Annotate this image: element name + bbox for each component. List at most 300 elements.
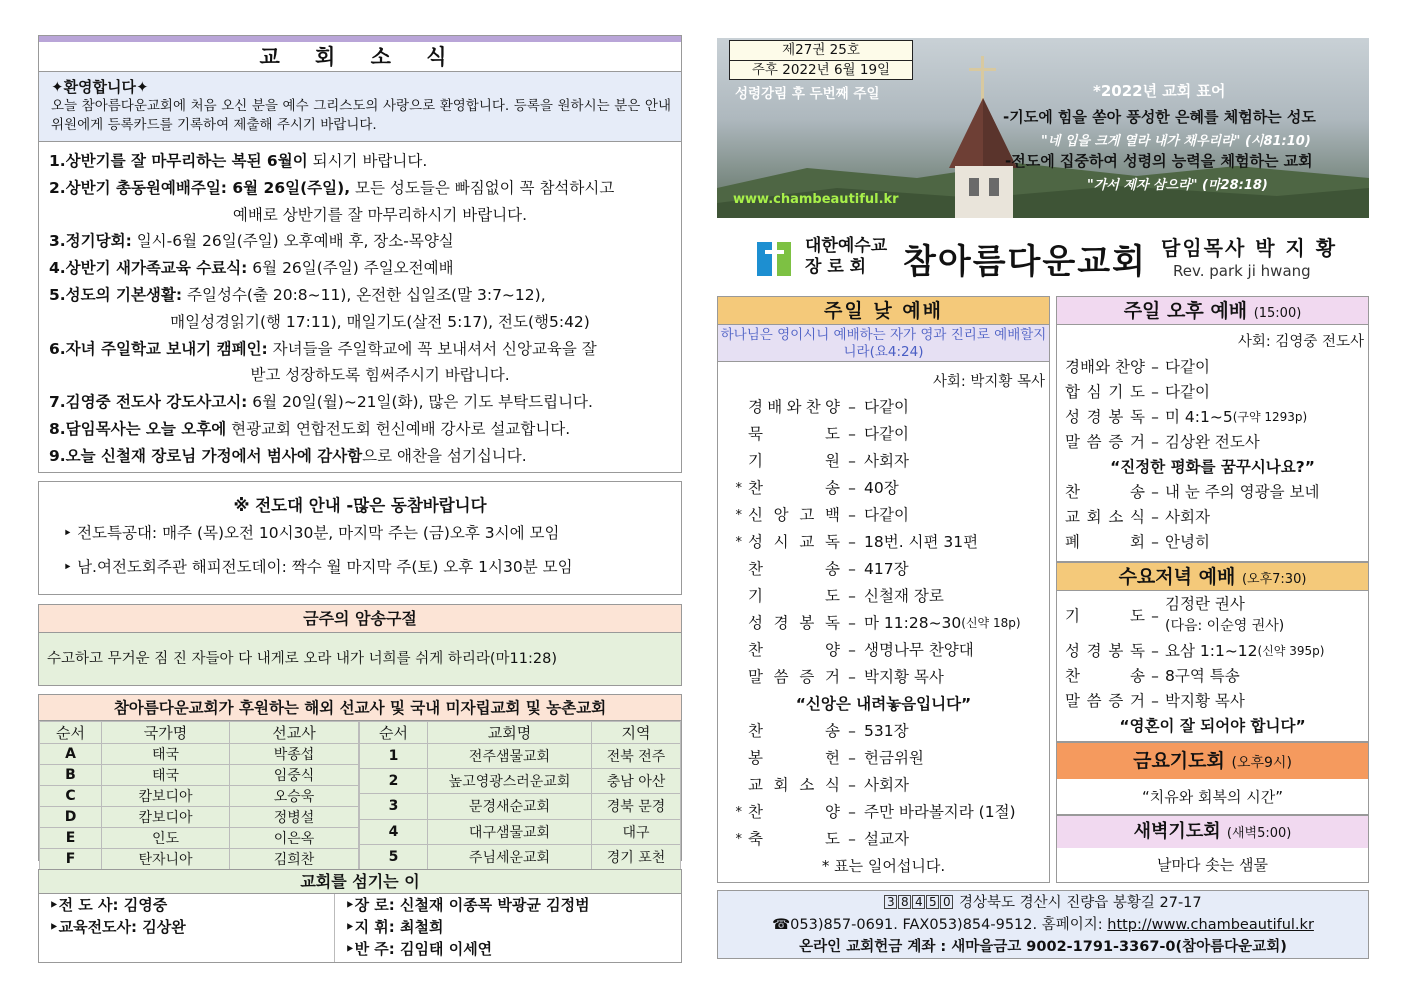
order-label-char: 교: [799, 533, 815, 551]
order-label-char: 시: [773, 533, 789, 551]
liturgical-day: 성령강림 후 두번째 주일: [735, 86, 880, 102]
stand-marker: [718, 718, 748, 745]
order-label: [748, 448, 840, 475]
table-cell: 김희찬: [230, 849, 359, 870]
memory-verse: 수고하고 무거운 짐 진 자들아 다 내게로 오라 내가 너희를 쉬게 하리라(마11:28): [39, 633, 681, 685]
order-value: 마 11:28~30: [864, 614, 962, 632]
friday-time: (오후9시): [1231, 755, 1292, 771]
order-item: [718, 502, 1049, 529]
order-separator: –: [1151, 508, 1159, 526]
morning-order: [718, 718, 1049, 853]
order-separator: –: [1151, 433, 1159, 451]
morning-host: 사회: 박지황 목사: [932, 374, 1045, 390]
table-cell: 박종섭: [230, 744, 359, 765]
table-cell: 대구: [592, 819, 681, 844]
account-line: 온라인 교회헌금 계좌 : 새마을금고 9002-1791-3367-0(참아름다운교회): [799, 939, 1287, 955]
table-row: [360, 819, 681, 844]
wednesday-sermon-title: “영혼이 잘 되어야 합니다”: [1119, 717, 1306, 735]
table-cell: 경기 포천: [592, 844, 681, 869]
order-label-char: 말: [748, 668, 763, 686]
table-cell: B: [40, 765, 102, 786]
memory-verse-section: [38, 604, 682, 686]
table-cell: 문경새순교회: [428, 794, 592, 819]
morning-order: [718, 394, 1049, 691]
order-label-char: 독: [825, 614, 840, 632]
servant-item: ‣지 휘: 최철희: [345, 918, 444, 936]
order-label-char: 증: [799, 668, 815, 686]
table-row: [40, 765, 359, 786]
order-label-char: 도: [825, 425, 840, 443]
order-separator: –: [848, 506, 856, 524]
order-label-char: 씀: [773, 668, 789, 686]
order-item: [718, 664, 1049, 691]
news-item: [49, 148, 671, 175]
table-header: 순서: [360, 722, 428, 744]
order-value: 안녕히: [1165, 533, 1210, 551]
motto-verse: "가서 제자 삼으라" (마28:18): [1087, 178, 1268, 193]
welcome-title: ✦환영합니다✦: [51, 78, 149, 96]
order-separator: –: [848, 587, 856, 605]
order-label: 기 도: [1065, 607, 1145, 625]
motto-line: -전도에 집중하여 성령의 능력을 체험하는 교회: [1005, 152, 1313, 170]
news-item-text: 자녀들을 주일학교에 꼭 보내셔서 신앙교육을 잘: [267, 339, 597, 358]
order-label: [748, 529, 840, 556]
order-label-char: 소: [1108, 508, 1124, 526]
stand-marker: [718, 772, 748, 799]
order-label: [1065, 639, 1145, 664]
order-separator: –: [848, 776, 856, 794]
table-cell: 정병설: [230, 807, 359, 828]
table-cell: F: [40, 849, 102, 870]
order-separator: –: [1151, 692, 1159, 710]
news-item: [49, 282, 671, 336]
table-cell: 대구샘물교회: [428, 819, 592, 844]
table-cell: 임중식: [230, 765, 359, 786]
order-item: [718, 799, 1049, 826]
order-value: 8구역 특송: [1165, 667, 1240, 685]
order-label-char: 찬: [1065, 483, 1080, 501]
table-cell: 충남 아산: [592, 769, 681, 794]
order-label: [748, 799, 840, 826]
stand-marker: [718, 394, 748, 421]
news-item: [49, 255, 671, 282]
order-value: 박지황 목사: [1165, 692, 1245, 710]
afternoon-order: [1057, 480, 1368, 555]
order-separator: –: [848, 560, 856, 578]
order-separator: –: [848, 722, 856, 740]
order-label: [748, 475, 840, 502]
order-value: 설교자: [864, 830, 909, 848]
pastor-name: 담임목사 박 지 황: [1161, 236, 1338, 260]
order-value: 다같이: [1165, 358, 1210, 376]
morning-title: 주일 낮 예배: [718, 297, 1049, 325]
order-label-char: 송: [825, 479, 840, 497]
order-label-char: 묵: [748, 425, 763, 443]
church-news-section: [38, 35, 682, 473]
table-cell: 캄보디아: [102, 807, 230, 828]
dawn-title-text: 새벽기도회: [1133, 821, 1221, 842]
church-table: [359, 721, 681, 870]
news-item-text: 으로 애찬을 섬기십니다.: [362, 446, 527, 465]
order-label-char: 경: [1086, 408, 1102, 426]
table-cell: 태국: [102, 744, 230, 765]
order-label-char: 찬: [748, 479, 763, 497]
sunday-morning-service: [717, 296, 1050, 883]
news-item-text: 일시-6월 26일(주일) 오후예배 후, 장소-목양실: [131, 232, 454, 251]
order-value: 내 눈 주의 영광을 보네: [1165, 483, 1320, 501]
order-label: [748, 556, 840, 583]
order-value: 사회자: [864, 452, 909, 470]
servants-right: [335, 894, 590, 962]
news-item-bold: 2.상반기 총동원예배주일: 6월 26일(주일),: [49, 178, 351, 197]
table-row: [40, 807, 359, 828]
order-label-char: 앙: [773, 506, 789, 524]
order-label-char: 씀: [1086, 692, 1102, 710]
church-name: 참아름다운교회: [903, 242, 1147, 282]
order-item: [1057, 689, 1368, 714]
order-reference: (신약 395p): [1257, 644, 1325, 658]
stand-marker: *: [735, 535, 742, 550]
order-separator: –: [848, 479, 856, 497]
order-item: [718, 421, 1049, 448]
church-identity: [717, 226, 1369, 288]
order-item: [1057, 505, 1368, 530]
table-cell: C: [40, 786, 102, 807]
news-item-text: 현광교회 연합전도회 헌신예배 강사로 설교합니다.: [226, 419, 571, 438]
order-label-char: 기: [748, 452, 763, 470]
news-item-text: 주일성수(출 20:8~11), 온전한 십일조(말 3:7~12),: [182, 285, 546, 304]
news-item-continued: 예배로 상반기를 잘 마무리하시기 바랍니다.: [232, 205, 528, 224]
order-label-char: 회: [1130, 533, 1145, 551]
issue-box: [729, 40, 913, 80]
wednesday-title-text: 수요저녁 예배: [1118, 566, 1236, 588]
zip-code: [884, 895, 954, 911]
order-item: [718, 826, 1049, 853]
order-label-char: 송: [825, 722, 840, 740]
order-value: 417장: [864, 560, 909, 578]
order-label-char: 증: [1108, 692, 1124, 710]
denomination: [805, 236, 891, 278]
news-item-bold: 8.담임목사는 오늘 오후에: [49, 419, 227, 438]
order-label: [1065, 505, 1145, 530]
order-label-char: 경: [773, 614, 789, 632]
evangelism-section: [38, 481, 682, 595]
order-label-char: 합: [1065, 383, 1080, 401]
order-label: [748, 610, 840, 637]
order-value: 주만 바라볼지라 (1절): [864, 803, 1016, 821]
order-value: 18번. 시편 31편: [864, 533, 979, 551]
stand-marker: [718, 421, 748, 448]
homepage-link[interactable]: http://www.chambeautiful.kr: [1107, 917, 1314, 933]
news-item-continued: 매일성경읽기(행 17:11), 매일기도(살전 5:17), 전도(행5:42): [170, 312, 590, 331]
order-separator: –: [848, 533, 856, 551]
order-value: 사회자: [864, 776, 909, 794]
order-separator: –: [848, 749, 856, 767]
order-label-char: 성: [748, 614, 763, 632]
order-item: [718, 772, 1049, 799]
order-label-char: 도: [825, 830, 840, 848]
afternoon-host: 사회: 김영중 전도사: [1237, 334, 1364, 350]
order-label-char: 찬: [1065, 667, 1080, 685]
servants-title: 교회를 섬기는 이: [39, 870, 681, 894]
order-label-char: 거: [1130, 433, 1145, 451]
table-cell: 전주샘물교회: [428, 744, 592, 769]
order-separator: –: [1151, 667, 1159, 685]
news-item-bold: 1.상반기를 잘 마무리하는 복된 6월이: [49, 152, 308, 170]
stand-marker: [718, 664, 748, 691]
order-separator: –: [848, 668, 856, 686]
order-label-char: 식: [1130, 508, 1145, 526]
order-value: 다같이: [864, 398, 909, 416]
order-label-char: 경: [1086, 642, 1102, 660]
issue-date: 주후 2022년 6월 19일: [730, 60, 912, 79]
order-label-char: 봉: [748, 749, 763, 767]
order-item: [1057, 480, 1368, 505]
table-cell: 경북 문경: [592, 794, 681, 819]
table-cell: 전북 전주: [592, 744, 681, 769]
table-cell: D: [40, 807, 102, 828]
news-item-continued: 받고 성장하도록 힘써주시기 바랍니다.: [250, 366, 510, 385]
table-row: [40, 744, 359, 765]
stand-marker: [718, 583, 748, 610]
order-item: [718, 529, 1049, 556]
order-label-char: 봉: [799, 614, 815, 632]
order-label: [748, 718, 840, 745]
order-label-char: 도: [825, 587, 840, 605]
table-row: [360, 794, 681, 819]
denomination-line: 대한예수교: [805, 236, 888, 256]
order-label: [748, 502, 840, 529]
order-label-char: 와: [786, 398, 802, 416]
phone-fax: ☎053)857-0691. FAX053)854-9512. 홈페이지:: [772, 917, 1108, 933]
order-separator: –: [848, 452, 856, 470]
order-item: [718, 394, 1049, 421]
servant-item: ‣교육전도사: 김상완: [49, 918, 186, 936]
news-item: [49, 416, 671, 443]
order-separator: –: [1151, 408, 1159, 426]
order-separator: –: [1151, 642, 1159, 660]
order-item: [1057, 380, 1368, 405]
order-label-char: 기: [1108, 383, 1124, 401]
welcome-body: 오늘 참아름다운교회에 처음 오신 분을 예수 그리스도의 사랑으로 환영합니다. 등록을 원하시는 분은 안내위원에게 등록카드를 기록하여 제출해 주시기 바랍니다.: [51, 98, 671, 133]
servant-item: ‣반 주: 김임태 이세연: [345, 940, 493, 958]
wednesday-title: [1057, 563, 1368, 591]
afternoon-title-text: 주일 오후 예배: [1123, 300, 1248, 322]
servant-item: ‣전 도 사: 김영중: [49, 896, 168, 914]
footer-contact: [717, 890, 1369, 959]
table-row: [40, 828, 359, 849]
address: 경상북도 경산시 진량읍 봉황길 27-17: [958, 895, 1202, 911]
zip-digit: 0: [940, 895, 953, 909]
order-separator: –: [848, 614, 856, 632]
order-item: [718, 556, 1049, 583]
table-row: [360, 769, 681, 794]
order-separator: –: [1151, 533, 1159, 551]
table-cell: 1: [360, 744, 428, 769]
banner-url: www.chambeautiful.kr: [733, 192, 899, 207]
order-value: 다같이: [1165, 383, 1210, 401]
news-item: [49, 228, 671, 255]
news-item-text: 6월 26일(주일) 주일오전예배: [247, 259, 454, 278]
news-item-bold: 6.자녀 주일학교 보내기 캠페인:: [49, 339, 268, 358]
order-label-char: 식: [825, 776, 840, 794]
order-item: [718, 583, 1049, 610]
order-label-char: 양: [825, 803, 840, 821]
stand-marker: [718, 556, 748, 583]
order-label-char: 말: [1065, 433, 1080, 451]
order-separator: –: [1151, 383, 1159, 401]
order-label: [1065, 380, 1145, 405]
order-label-char: 회: [773, 776, 789, 794]
order-label-part: 경배와: [1065, 358, 1110, 376]
order-label-char: 찬: [748, 803, 763, 821]
support-tables: [39, 721, 681, 870]
wednesday-order: [1057, 639, 1368, 714]
evangelism-line: ‣ 전도특공대: 매주 (목)오전 10시30분, 마지막 주는 (금)오후 3시에 모임: [63, 524, 560, 542]
dawn-theme: 날마다 솟는 샘물: [1157, 856, 1268, 874]
news-item: [49, 443, 671, 470]
order-value: 40장: [864, 479, 899, 497]
stand-marker: [718, 610, 748, 637]
order-value: 신철재 장로: [864, 587, 944, 605]
order-label: [1065, 664, 1145, 689]
friday-theme: “치유와 회복의 시간”: [1142, 788, 1283, 806]
order-label: [1065, 530, 1145, 555]
order-separator: –: [848, 398, 856, 416]
order-label: [748, 583, 840, 610]
order-label: [748, 421, 840, 448]
order-label: [1065, 430, 1145, 455]
dawn-prayer: [1056, 815, 1369, 883]
order-next: (다음: 이순영 권사): [1165, 618, 1285, 634]
order-label: [748, 637, 840, 664]
stand-marker: [718, 637, 748, 664]
order-label-char: 회: [1086, 508, 1102, 526]
order-item: [718, 475, 1049, 502]
table-cell: 주님세운교회: [428, 844, 592, 869]
zip-digit: 5: [926, 895, 939, 909]
order-value: 요삼 1:1~12: [1165, 642, 1258, 660]
table-header: 교회명: [428, 722, 592, 744]
order-label-char: 찬: [748, 722, 763, 740]
order-label-char: 찬: [748, 641, 763, 659]
order-value: 헌금위원: [864, 749, 924, 767]
table-cell: 오승욱: [230, 786, 359, 807]
order-item: [718, 637, 1049, 664]
support-title: 참아름다운교회가 후원하는 해외 선교사 및 국내 미자립교회 및 농촌교회: [39, 695, 681, 721]
table-cell: 4: [360, 819, 428, 844]
order-value: 다같이: [864, 425, 909, 443]
order-label: [1065, 405, 1145, 430]
order-label-char: 원: [825, 452, 840, 470]
order-label-char: 경: [748, 398, 763, 416]
table-cell: 인도: [102, 828, 230, 849]
table-cell: 2: [360, 769, 428, 794]
table-header: 지역: [592, 722, 681, 744]
news-item: [49, 389, 671, 416]
missionary-table: [39, 721, 359, 870]
order-label-char: 성: [1065, 408, 1080, 426]
stand-marker: *: [735, 805, 742, 820]
order-label-char: 양: [825, 641, 840, 659]
news-title: 교 회 소 식: [39, 42, 681, 72]
motto-title: *2022년 교회 표어: [1093, 82, 1226, 100]
order-label-char: 증: [1108, 433, 1124, 451]
news-item-text: 모든 성도들은 빠짐없이 꼭 참석하시고: [350, 178, 615, 197]
order-reference: (구약 1293p): [1232, 410, 1308, 424]
news-item-text: 6월 20일(월)~21일(화), 많은 기도 부탁드립니다.: [247, 393, 593, 412]
order-label-char: 성: [1065, 642, 1080, 660]
dawn-time: (새벽5:00): [1226, 826, 1292, 841]
news-item-bold: 9.오늘 신철재 장로님 가정에서 범사에 감사함: [49, 446, 363, 465]
order-value: 다같이: [864, 506, 909, 524]
stand-marker: [718, 448, 748, 475]
table-cell: 이은옥: [230, 828, 359, 849]
news-item: [49, 336, 671, 390]
order-reference: (신약 18p): [961, 616, 1021, 630]
table-cell: 높고영광스러운교회: [428, 769, 592, 794]
afternoon-sermon-title: “진정한 평화를 꿈꾸시나요?”: [1110, 458, 1315, 476]
order-item: [1057, 664, 1368, 689]
order-label-char: 교: [1065, 508, 1080, 526]
table-header: 순서: [40, 722, 102, 744]
order-item: [718, 745, 1049, 772]
order-separator: –: [848, 830, 856, 848]
stand-marker: *: [735, 481, 742, 496]
order-label: [748, 745, 840, 772]
order-label-char: 도: [1130, 383, 1145, 401]
order-label-char: 봉: [1108, 642, 1124, 660]
order-label-char: 독: [825, 533, 840, 551]
table-cell: 탄자니아: [102, 849, 230, 870]
stand-marker: [718, 745, 748, 772]
servants-left: [39, 894, 335, 962]
order-label-char: 거: [825, 668, 840, 686]
order-label-char: 심: [1086, 383, 1102, 401]
order-label: [748, 664, 840, 691]
order-value: 김상완 전도사: [1165, 433, 1260, 451]
order-item: [1057, 430, 1368, 455]
table-row: [40, 786, 359, 807]
evangelism-line: ‣ 남.여전도회주관 해피전도데이: 짝수 월 마지막 주(토) 오후 1시30분 모임: [63, 558, 573, 576]
order-separator: –: [848, 425, 856, 443]
news-list: [39, 142, 681, 470]
table-cell: 3: [360, 794, 428, 819]
order-label-char: 찬: [748, 560, 763, 578]
stand-marker: *: [735, 832, 742, 847]
table-cell: A: [40, 744, 102, 765]
order-label-part: 찬양: [1115, 358, 1145, 376]
zip-digit: 8: [898, 895, 911, 909]
order-value: 미 4:1~5: [1165, 408, 1233, 426]
order-separator: –: [1151, 483, 1159, 501]
order-item: [1057, 530, 1368, 555]
friday-title-text: 금요기도회: [1133, 750, 1225, 772]
motto-verse: "네 입을 크게 열라 내가 채우리라" (시81:10): [1041, 134, 1311, 149]
header-banner: [717, 38, 1369, 218]
morning-sermon-title: “신앙은 내려놓음입니다”: [795, 695, 972, 713]
order-label-char: 거: [1130, 692, 1145, 710]
order-item: [1057, 405, 1368, 430]
servant-item: ‣장 로: 신철재 이종목 박광균 김정범: [345, 896, 590, 914]
order-item: 기 도 – 김정란 권사 (다음: 이순영 권사): [1057, 591, 1368, 639]
order-label-char: 헌: [825, 749, 840, 767]
order-separator: –: [848, 803, 856, 821]
welcome-box: [39, 72, 681, 142]
zip-digit: 4: [912, 895, 925, 909]
order-label: [1065, 480, 1145, 505]
rise-note: * 표는 일어섭니다.: [821, 857, 946, 875]
